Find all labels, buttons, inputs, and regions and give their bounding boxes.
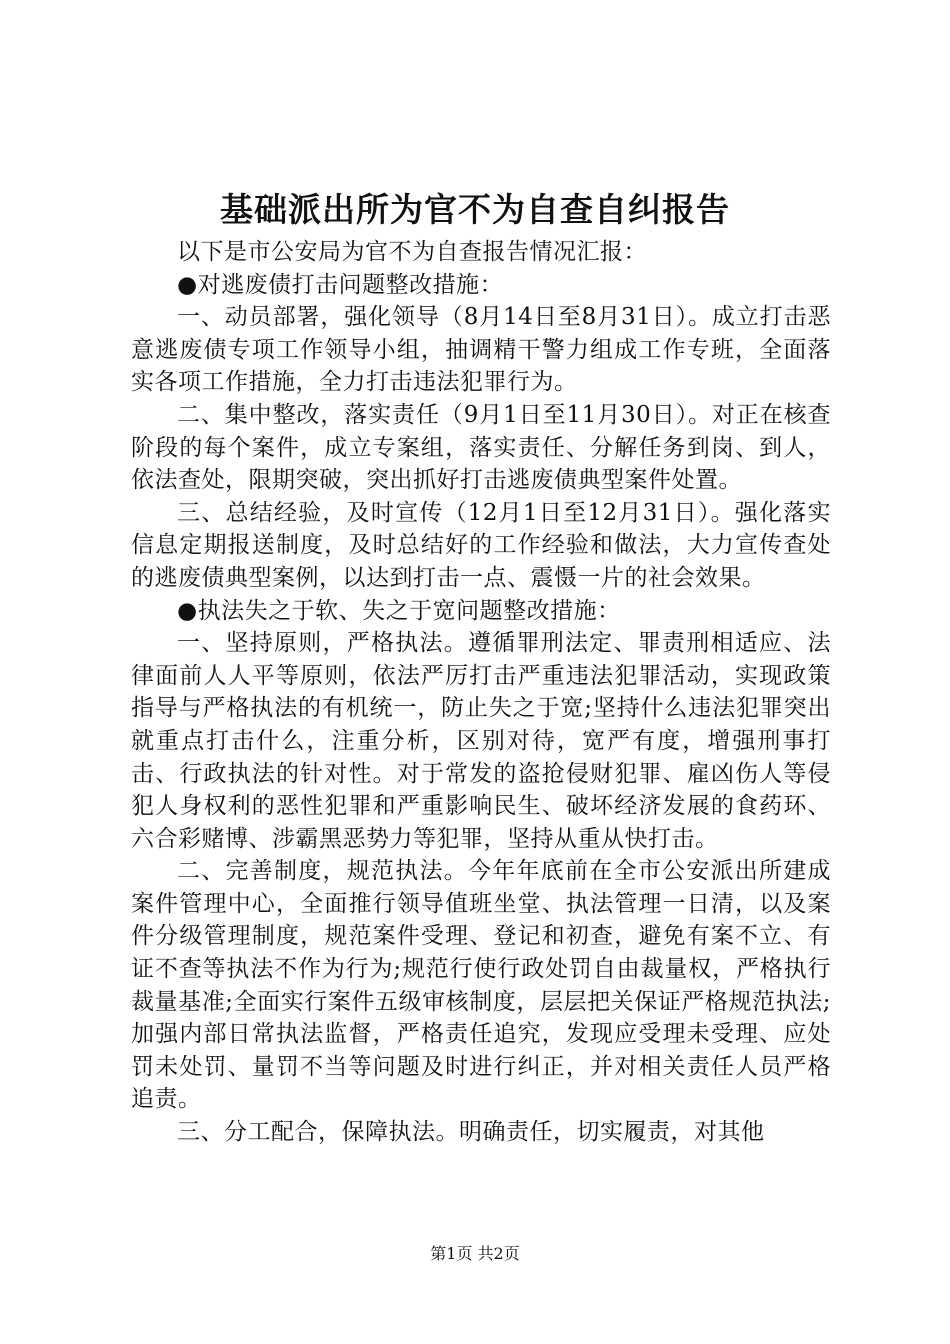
intro-paragraph: 以下是市公安局为官不为自查报告情况汇报：: [177, 239, 647, 265]
enforcement-measure-2: 二、完善制度，规范执法。今年年底前在全市公安派出所建成案件管理中心，全面推行领导值班坐堂、执法管理一日清，以及案件分级管理制度，规范案件受理、登记和初查，避免有案不立、有证不查等执法不作为行为;规范行使行政处罚自由裁量权，严格执行裁量基准;全面实行案件五级审核制度，层层把关保证严格规范执法;加强内部日常执法监督，严格责任追究，发现应受理未受理、应处罚未处罚、量罚不当等问题及时进行纠正，并对相关责任人员严格追责。: [131, 858, 831, 1113]
debt-measure-3: 三、总结经验，及时宣传（12月1日至12月31日）。强化落实信息定期报送制度，及时总结好的工作经验和做法，大力宣传查处的逃废债典型案例，以达到打击一点、震慑一片的社会效果。: [131, 499, 831, 591]
enforcement-measure-1: 一、坚持原则，严格执法。遵循罪刑法定、罪责刑相适应、法律面前人人平等原则，依法严厉打击严重违法犯罪活动，实现政策指导与严格执法的有机统一，防止失之于宽;坚持什么违法犯罪突出就重点打击什么，注重分析，区别对待，宽严有度，增强刑事打击、行政执法的针对性。对于常发的盗抢侵财犯罪、雇凶伤人等侵犯人身权利的恶性犯罪和严重影响民生、破坏经济发展的食药环、六合彩赌博、涉霸黑恶势力等犯罪，坚持从重从快打击。: [131, 630, 831, 852]
document-title: 基础派出所为官不为自查自纠报告: [220, 190, 730, 229]
section-heading-enforcement: ●执法失之于软、失之于宽问题整改措施：: [177, 597, 621, 624]
document-body: [131, 236, 831, 1149]
debt-measure-2: 二、集中整改，落实责任（9月1日至11月30日）。对正在核查阶段的每个案件，成立专案组，落实责任、分解任务到岗、到人，依法查处，限期突破，突出抓好打击逃废债典型案件处置。: [131, 401, 831, 494]
enforcement-measure-3: 三、分工配合，保障执法。明确责任，切实履责，对其他: [177, 1119, 765, 1146]
page-footer: 第1页 共2页: [430, 1244, 520, 1263]
section-heading-debt: ●对逃废债打击问题整改措施：: [177, 271, 504, 298]
debt-measure-1: 一、动员部署，强化领导（8月14日至8月31日）。成立打击恶意逃废债专项工作领导小组，抽调精干警力组成工作专班，全面落实各项工作措施，全力打击违法犯罪行为。: [131, 304, 831, 396]
